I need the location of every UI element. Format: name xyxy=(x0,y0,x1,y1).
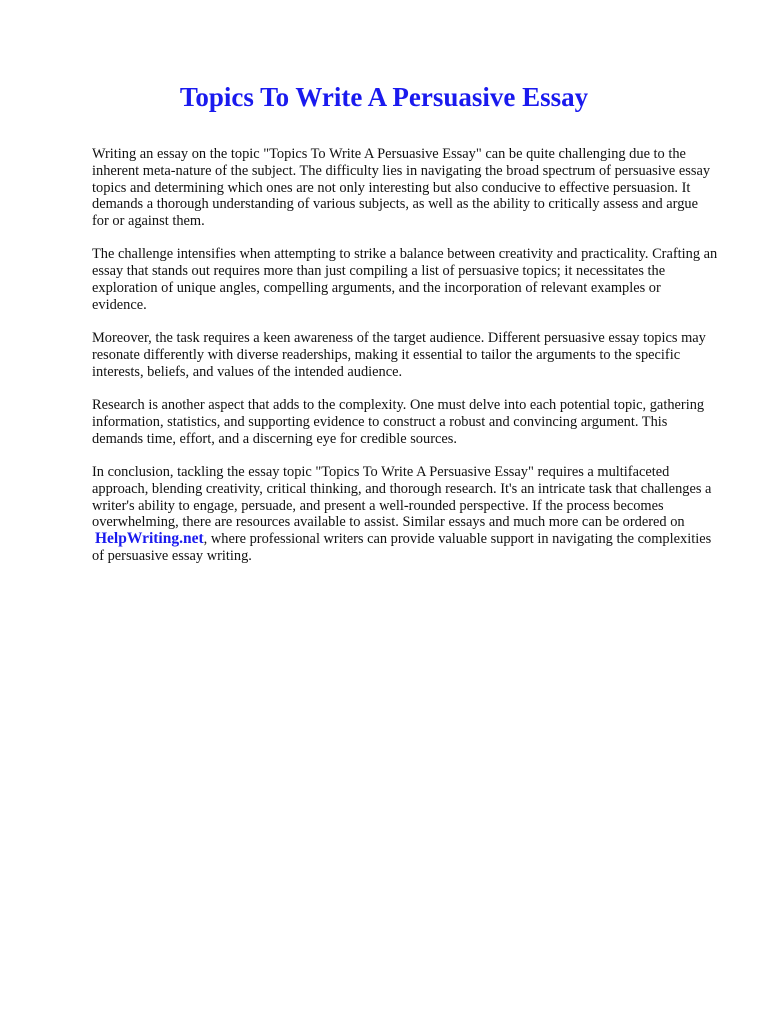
paragraph-conclusion xyxy=(92,464,718,565)
document-body xyxy=(92,146,718,581)
paragraph-3: Moreover, the task requires a keen awareness of the target audience. Different persuasive essay topics may resonate differently with diverse readerships, making it essential to tailor the arguments to the specific interests, beliefs, and values of the intended audience. xyxy=(92,330,706,380)
helpwriting-link[interactable]: HelpWriting.net xyxy=(95,530,204,548)
conclusion-text-after-link: , where professional writers can provide valuable support in navigating the complexities of persuasive essay writing. xyxy=(92,531,712,564)
paragraph-1: Writing an essay on the topic "Topics To Write A Persuasive Essay" can be quite challenging due to the inherent meta-nature of the subject. The difficulty lies in navigating the broad spectrum of persuasive essay topics and determining which ones are not only interesting but also conducive to effective persuasion. It demands a thorough understanding of various subjects, as well as the ability to critically assess and argue for or against them. xyxy=(92,146,711,230)
paragraph-4: Research is another aspect that adds to the complexity. One must delve into each potential topic, gathering information, statistics, and supporting evidence to construct a robust and convincing argument. This demands time, effort, and a discerning eye for credible sources. xyxy=(92,397,705,447)
paragraph-2: The challenge intensifies when attempting to strike a balance between creativity and practicality. Crafting an essay that stands out requires more than just compiling a list of persuasive topics; it necessitates the exploration of unique angles, compelling arguments, and the incorporation of relevant examples or evidence. xyxy=(92,246,718,313)
document-title: Topics To Write A Persuasive Essay xyxy=(179,82,589,112)
conclusion-text-before-link: In conclusion, tackling the essay topic "Topics To Write A Persuasive Essay" requires a multifaceted approach, blending creativity, critical thinking, and thorough research. It's an intricate task that challenges a writer's ability to engage, persuade, and present a well-rounded perspective. If the process becomes overwhelming, there are resources available to assist. Similar essays and much more can be ordered on xyxy=(92,463,712,531)
